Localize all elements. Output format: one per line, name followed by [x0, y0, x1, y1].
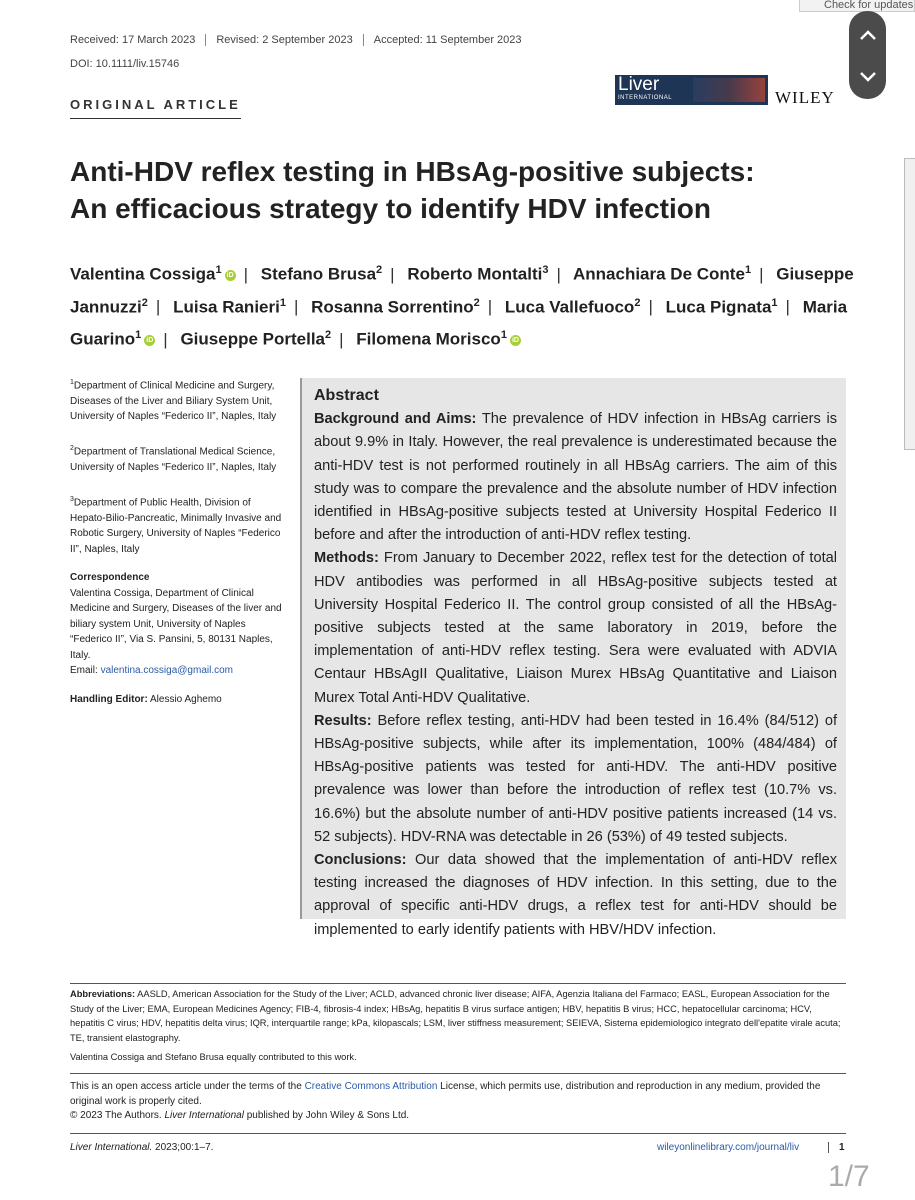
author-affiliation-sup: 1 [744, 264, 752, 276]
page-number: 1 [828, 1142, 845, 1153]
author-name[interactable]: Giuseppe Jannuzzi [70, 264, 854, 317]
abbreviations: Abbreviations: AASLD, American Association for the Study of the Liver; ACLD, advanced chronic liver disease; AIFA, Agenzia Italiana del Farmaco; EASL, European Association for the Study of the Liver; EMA, European Medicines Agency; FIB-4, fibrosis-4 index; HBsAg, hepatitis B virus surface antigen; HBV, hepatitis B virus; HCC, hepatocellular carcinoma; HCV, hepatitis C virus; HDV, hepatitis delta virus; IQR, interquartile range; kPa, kilopascals; LSM, liver stiffness measurement; SEIEVA, Sistema epidemiologico integrato dell'epatite virale acuta; TE, transient elastography. [70, 989, 841, 1043]
affiliation: $^3$Department of Public Health, Division of Hepato-Bilio-Pancreatic, Minimally Invasive and Robotic Surgery, University of Naples “Federico II”, Naples, Italy [70, 496, 282, 555]
scrollbar[interactable] [904, 158, 915, 450]
author-name[interactable]: Giuseppe Portella [180, 329, 325, 349]
affiliation: $^1$Department of Clinical Medicine and Surgery, Diseases of the Liver and Biliary System Unit, University of Naples “Federico II”, Naples, Italy [70, 379, 277, 423]
abstract-heading: Abstract [314, 387, 379, 404]
chevron-up-icon[interactable] [849, 25, 886, 46]
author-affiliation-sup: 2 [473, 296, 480, 309]
section-label: ORIGINAL ARTICLE [70, 97, 241, 119]
author-separator: | [163, 329, 168, 349]
author-name[interactable]: Maria Guarino [70, 297, 848, 349]
author-affiliation-sup: 3 [542, 264, 549, 276]
journal-logo-subtitle: INTERNATIONAL [618, 95, 673, 101]
journal-logo-image [693, 78, 765, 102]
email-link[interactable]: valentina.cossiga@gmail.com [100, 665, 233, 676]
journal-url[interactable]: wileyonlinelibrary.com/journal/liv [657, 1142, 800, 1153]
author-list [70, 256, 860, 354]
article-title: Anti-HDV reflex testing in HBsAg-positive subjects: An efficacious strategy to identify HDV infection [70, 156, 755, 224]
author-name[interactable]: Stefano Brusa [260, 264, 377, 284]
abstract-background: Background and Aims: The prevalence of HDV infection in HBsAg carriers is about 9.9% in Italy. However, the real prevalence is underestimated because the anti-HDV test is not performed routinely in all HBsAg carriers. The aim of this study was to compare the prevalence and the absolute number of HDV infection identified in HBsAg-positive subjects tested at University Hospital Federico II before and after the introduction of anti-HDV reflex testing. [314, 411, 837, 544]
author-affiliation-sup: 2 [376, 264, 383, 276]
chevron-down-icon[interactable] [849, 67, 886, 88]
page-counter: 1/7 [828, 1160, 870, 1193]
citation: Liver International. 2023;00:1–7. [70, 1142, 214, 1153]
author-separator: | [243, 264, 249, 284]
author-separator: | [759, 264, 764, 284]
author-name[interactable]: Rosanna Sorrentino [311, 297, 474, 317]
abstract-methods: Methods: From January to December 2022, reflex test for the detection of total HDV antibodies was performed in all HBsAg-positive subjects tested at University Hospital Federico II. The control group consisted of all the HBsAg-positive subjects tested at the same laboratory in 2019, before the implementation of anti-HDV reflex testing. Sera were evaluated with ADVIA Centaur HBsAgII Qualitative, Liaison Murex HBsAg Quantitative and Liaison Murex Total Anti-HDV Qualitative. [314, 550, 837, 706]
equal-contribution-note: Valentina Cossiga and Stefano Brusa equally contributed to this work. [70, 1052, 357, 1062]
author-separator: | [648, 297, 653, 317]
author-affiliation-sup: 1 [771, 296, 778, 309]
divider [70, 1133, 846, 1134]
abstract-results: Results: Before reflex testing, anti-HDV had been tested in 16.4% (84/512) of HBsAg-positive subjects, while after its implementation, 100% (484/484) of HBsAg-positive patients was tested for anti-HDV. The anti-HDV positive prevalence was lower than before the introduction of reflex test (10.7% vs. 16.6%) but the absolute number of anti-HDV positive patients increased (14 vs. 52 subjects). HDV-RNA was detectable in 26 (53%) of 49 tested subjects. [314, 712, 837, 845]
author-separator: | [339, 329, 344, 349]
license-notice: This is an open access article under the terms of the Creative Commons Attribution License, which permits use, distribution and reproduction in any medium, provided the original work is properly cited. © 2023 The Authors. Liver International published by John Wiley & Sons Ltd. [70, 1081, 821, 1121]
author-name[interactable]: Roberto Montalti [407, 264, 543, 284]
license-link[interactable]: Creative Commons Attribution [304, 1081, 438, 1092]
doi[interactable]: DOI: 10.1111/liv.15746 [70, 58, 180, 70]
author-separator: | [785, 297, 790, 317]
article-dates [70, 34, 532, 46]
author-name[interactable]: Luisa Ranieri [173, 297, 280, 317]
divider [70, 1073, 846, 1074]
journal-logo [615, 75, 768, 105]
author-affiliation-sup: 1 [215, 264, 222, 276]
page-navigation [849, 11, 886, 99]
accepted-date: Accepted: 11 September 2023 [363, 34, 532, 46]
author-affiliation-sup: 1 [135, 329, 142, 342]
orcid-icon[interactable]: iD [146, 336, 154, 344]
revised-date: Revised: 2 September 2023 [205, 34, 362, 46]
correspondence [70, 570, 285, 679]
author-separator: | [556, 264, 561, 284]
correspondence-email: Email: valentina.cossiga@gmail.com [70, 665, 233, 676]
author-separator: | [155, 297, 161, 317]
author-affiliation-sup: 2 [141, 296, 148, 309]
check-for-updates-badge[interactable]: Check for updates [799, 0, 915, 12]
author-name[interactable]: Valentina Cossiga [70, 264, 216, 284]
author-name[interactable]: Filomena Morisco [356, 329, 501, 349]
publisher-logo: WILEY [775, 88, 835, 107]
divider [70, 983, 846, 984]
abstract-conclusions: Conclusions: Our data showed that the implementation of anti-HDV reflex testing increased the diagnoses of HDV infection. In this setting, due to the approval of specific anti-HDV drugs, a reflex test for anti-HDV should be implemented to early identify patients with HBV/HDV infection. [314, 852, 837, 938]
author-name[interactable]: Luca Pignata [665, 297, 772, 317]
abstract-box [300, 378, 846, 938]
author-name[interactable]: Luca Vallefuoco [504, 297, 635, 317]
received-date: Received: 17 March 2023 [70, 34, 196, 46]
journal-logo-title: Liver [618, 74, 660, 95]
author-affiliation-sup: 1 [279, 296, 286, 309]
handling-editor: Handling Editor: Alessio Aghemo [70, 694, 222, 705]
author-affiliation-sup: 2 [634, 296, 641, 309]
correspondence-text: Valentina Cossiga, Department of Clinical Medicine and Surgery, Diseases of the liver and biliary system Unit, University of Naples “Federico II”, Via S. Pansini, 5, 80131 Naples, Italy. [70, 587, 282, 661]
author-name[interactable]: Annachiara De Conte [573, 264, 745, 284]
affiliation: $^2$Department of Translational Medical Science, University of Naples “Federico II”, Naples, Italy [70, 445, 277, 473]
author-affiliation-sup: 1 [500, 329, 507, 342]
author-affiliation-sup: 2 [325, 329, 332, 342]
orcid-icon[interactable]: iD [226, 271, 234, 279]
orcid-icon[interactable]: iD [511, 336, 519, 344]
author-separator: | [293, 297, 299, 317]
correspondence-heading: Correspondence [70, 572, 150, 583]
author-separator: | [390, 264, 395, 284]
author-separator: | [487, 297, 493, 317]
